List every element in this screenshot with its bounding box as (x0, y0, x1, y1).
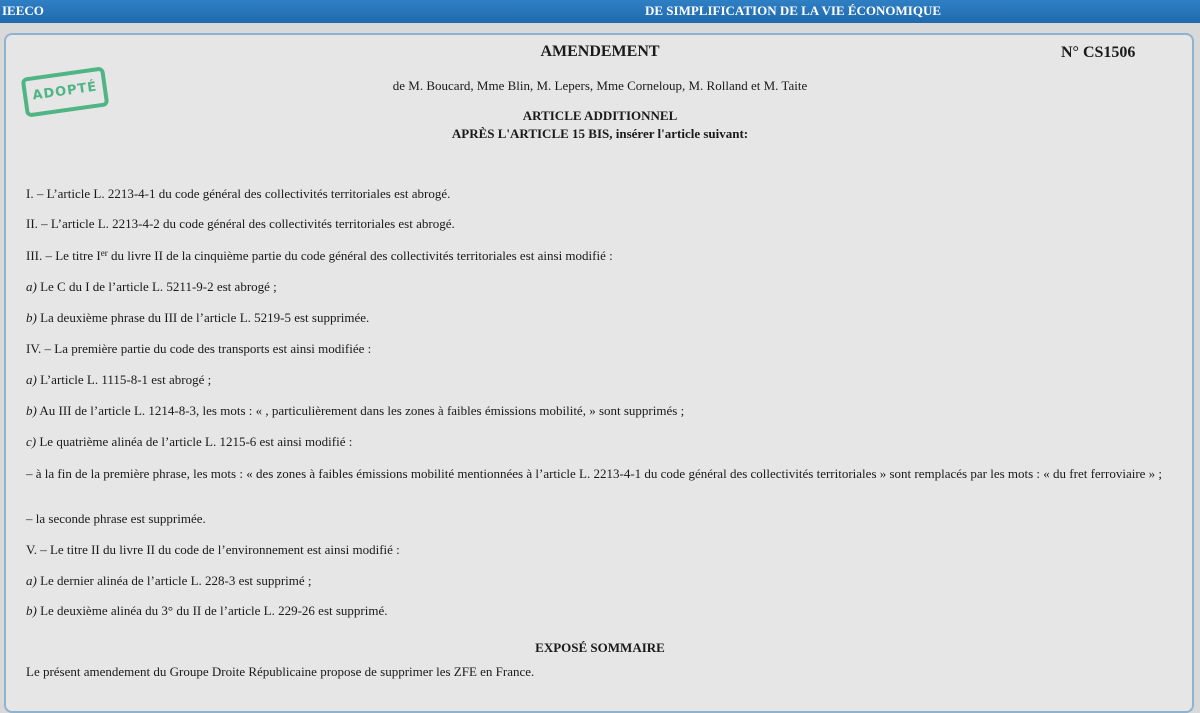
paragraph-8-text: Au III de l’article L. 1214-8-3, les mots : « , particulièrement dans les zones à faibles émissions mobilité, » sont supprimés ; (36, 403, 685, 418)
paragraph-3-end: du livre II de la cinquième partie du code général des collectivités territoriales est ainsi modifié : (107, 248, 613, 263)
document-title: AMENDEMENT (540, 43, 660, 60)
paragraph-9-label: c) (26, 434, 37, 449)
paragraph-2: II. – L’article L. 2213-4-2 du code général des collectivités territoriales est abrogé. (26, 216, 455, 231)
paragraph-14-label: b) (26, 603, 37, 618)
banner-title: DE SIMPLIFICATION DE LA VIE ÉCONOMIQUE (645, 3, 942, 18)
paragraph-7 (26, 371, 1176, 389)
paragraph-5 (26, 309, 1176, 327)
paragraph-6: IV. – La première partie du code des transports est ainsi modifiée : (26, 341, 372, 356)
article-subtitle: APRÈS L'ARTICLE 15 BIS, insérer l'article suivant: (451, 126, 749, 141)
paragraph-7-label: a) (26, 372, 37, 387)
paragraph-7-text: L’article L. 1115-8-1 est abrogé ; (36, 372, 212, 387)
authors-line: de M. Boucard, Mme Blin, M. Lepers, Mme Corneloup, M. Rolland et M. Taite (392, 78, 808, 93)
paragraph-14 (26, 602, 1176, 620)
paragraph-9 (26, 433, 1176, 451)
paragraph-5-text: La deuxième phrase du III de l’article L. 5219-5 est supprimée. (36, 310, 370, 325)
paragraph-3-sup: er (100, 248, 108, 258)
amendment-number: N° CS1506 (1061, 44, 1136, 61)
paragraph-13-label: a) (26, 573, 37, 588)
paragraph-4 (26, 278, 1176, 296)
expose-text: Le présent amendement du Groupe Droite Républicaine propose de supprimer les ZFE en France. (26, 664, 535, 679)
adopted-stamp: ADOPTÉ (21, 66, 110, 117)
paragraph-8-label: b) (26, 403, 37, 418)
paragraph-14-text: Le deuxième alinéa du 3° du II de l’article L. 229-26 est supprimé. (36, 603, 388, 618)
paragraph-13-text: Le dernier alinéa de l’article L. 228-3 est supprimé ; (36, 573, 312, 588)
paragraph-3 (26, 247, 1176, 265)
paragraph-12: V. – Le titre II du livre II du code de l’environnement est ainsi modifié : (26, 542, 400, 557)
paragraph-10: – à la fin de la première phrase, les mots : « des zones à faibles émissions mobilité mentionnées à l’article L. 2213-4-1 du code général des collectivités territoriales » sont remplacés par les mots : « du fret ferroviaire » ; (26, 466, 1163, 481)
paragraph-4-label: a) (26, 279, 37, 294)
paragraph-13 (26, 572, 1176, 590)
article-title: ARTICLE ADDITIONNEL (522, 108, 678, 123)
paragraph-8 (26, 402, 1176, 420)
banner-left-label: IEECO (2, 3, 44, 18)
expose-title: EXPOSÉ SOMMAIRE (535, 640, 665, 655)
paragraph-5-label: b) (26, 310, 37, 325)
paragraph-4-text: Le C du I de l’article L. 5211-9-2 est abrogé ; (36, 279, 277, 294)
paragraph-3-start: III. – Le titre I (26, 248, 101, 263)
paragraph-11: – la seconde phrase est supprimée. (26, 511, 206, 526)
top-banner (0, 0, 1200, 23)
paragraph-1: I. – L’article L. 2213-4-1 du code général des collectivités territoriales est abrogé. (26, 186, 451, 201)
paragraph-9-text: Le quatrième alinéa de l’article L. 1215-6 est ainsi modifié : (36, 434, 353, 449)
